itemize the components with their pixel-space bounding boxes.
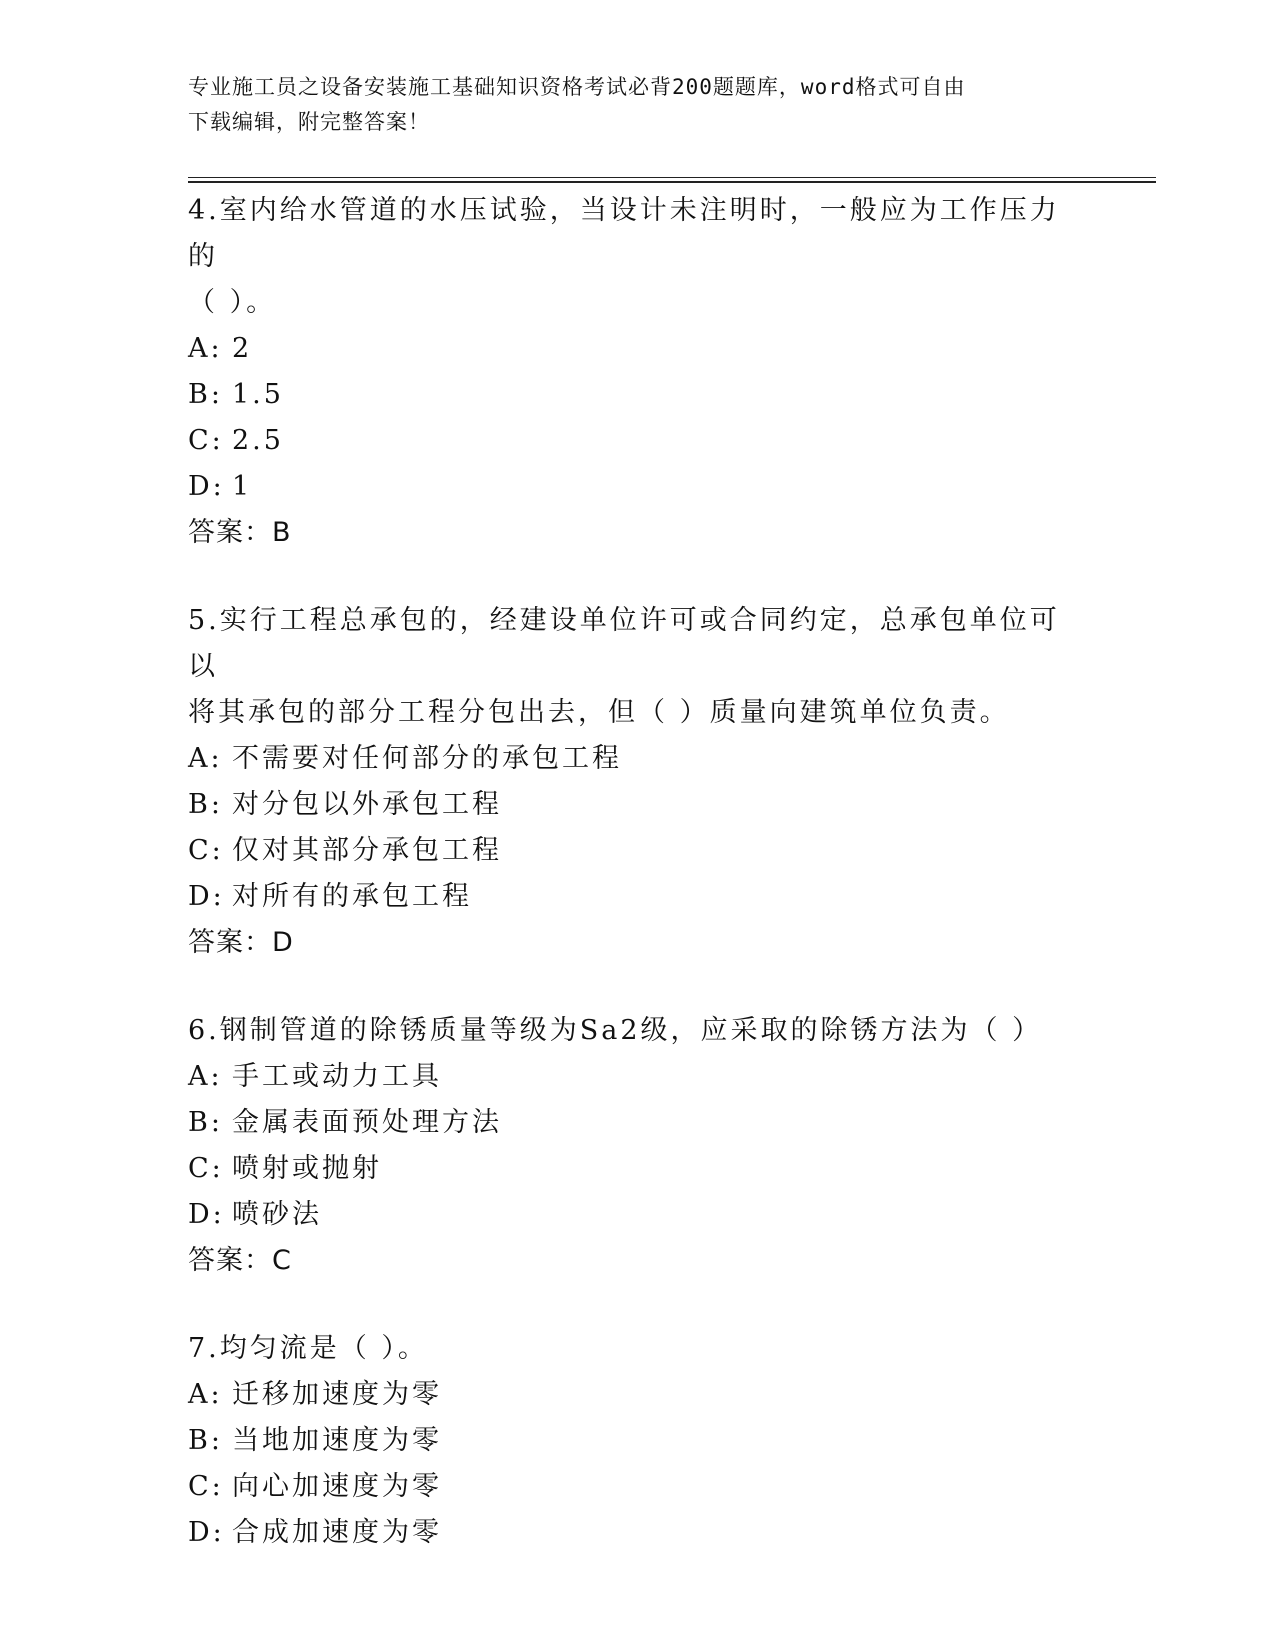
question-stem: 5.实行工程总承包的，经建设单位许可或合同约定，总承包单位可以 [188,605,1060,682]
option-c [188,418,1088,464]
option-text: 手工或动力工具 [232,1061,442,1092]
question-stem-continued: 将其承包的部分工程分包出去，但（ ）质量向建筑单位负责。 [188,697,1010,728]
option-text: 对所有的承包工程 [232,881,472,912]
question-list [188,188,1088,1598]
option-d [188,1510,1088,1556]
question-stem-continued: （ ）。 [188,287,277,318]
option-a [188,326,1088,372]
question-4 [188,188,1088,556]
option-d [188,1192,1088,1238]
option-text: 1.5 [232,379,284,410]
option-b [188,782,1088,828]
option-key: B: [188,1107,223,1138]
option-a [188,736,1088,782]
option-d [188,464,1088,510]
header-divider-thick [188,181,1156,183]
option-c [188,1146,1088,1192]
option-key: C: [188,1471,224,1502]
option-text: 喷射或抛射 [232,1153,382,1184]
header-line-2: 下载编辑，附完整答案！ [188,110,430,134]
question-6 [188,1008,1088,1284]
option-text: 喷砂法 [232,1199,322,1230]
option-key: D: [188,1199,225,1230]
header-divider-thin [188,177,1156,178]
option-key: B: [188,789,223,820]
option-text: 合成加速度为零 [232,1517,442,1548]
option-a [188,1054,1088,1100]
option-c [188,828,1088,874]
option-key: A: [188,1379,223,1410]
option-key: C: [188,1153,224,1184]
option-text: 2.5 [232,425,284,456]
option-key: A: [188,333,223,364]
option-key: D: [188,471,225,502]
option-text: 不需要对任何部分的承包工程 [232,743,622,774]
document-header [188,70,1068,140]
answer-line: 答案：D [188,927,294,958]
option-key: C: [188,425,224,456]
question-stem: 6.钢制管道的除锈质量等级为Sa2级，应采取的除锈方法为（ ） [188,1015,1043,1046]
answer-line: 答案：C [188,1245,292,1276]
option-text: 对分包以外承包工程 [232,789,502,820]
option-a [188,1372,1088,1418]
option-d [188,874,1088,920]
option-key: D: [188,881,225,912]
option-text: 2 [232,333,253,364]
option-text: 当地加速度为零 [232,1425,442,1456]
option-key: B: [188,379,223,410]
header-line-1: 专业施工员之设备安装施工基础知识资格考试必背200题题库，word格式可自由 [188,75,966,99]
option-key: B: [188,1425,223,1456]
option-text: 迁移加速度为零 [232,1379,442,1410]
option-b [188,372,1088,418]
option-key: C: [188,835,224,866]
option-text: 仅对其部分承包工程 [232,835,502,866]
option-text: 向心加速度为零 [232,1471,442,1502]
question-stem: 4.室内给水管道的水压试验，当设计未注明时，一般应为工作压力的 [188,195,1060,272]
option-c [188,1464,1088,1510]
question-7 [188,1326,1088,1556]
option-text: 1 [232,471,253,502]
option-text: 金属表面预处理方法 [232,1107,502,1138]
answer-line: 答案：B [188,517,292,548]
option-b [188,1100,1088,1146]
question-5 [188,598,1088,966]
question-stem: 7.均匀流是（ ）。 [188,1333,428,1364]
option-key: A: [188,743,223,774]
option-key: D: [188,1517,225,1548]
option-key: A: [188,1061,223,1092]
option-b [188,1418,1088,1464]
